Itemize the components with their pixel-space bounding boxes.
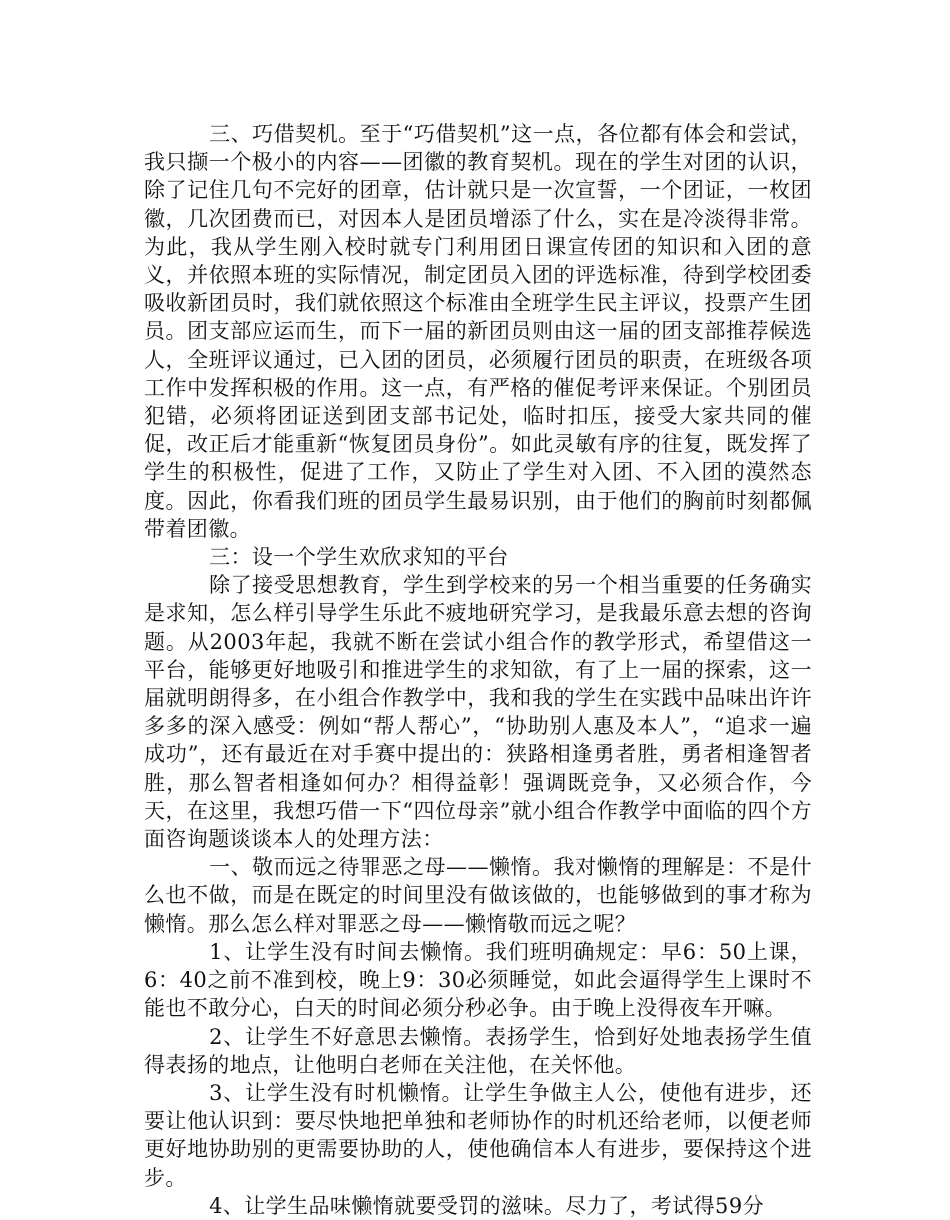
document-body [144,120,812,1220]
paragraph-item-3: 3、让学生没有时机懒惰。让学生争做主人公，使他有进步，还要让他认识到：要尽快地把单独和老师协作的时机还给老师，以便老师更好地协助别的更需要协助的人，使他确信本人有进步，要保持这个进步。 [144,1080,812,1190]
paragraph-laziness-definition: 一、敬而远之待罪恶之母——懒惰。我对懒惰的理解是：不是什么也不做，而是在既定的时间里没有做该做的，也能够做到的事才称为懒惰。那么怎么样对罪恶之母——懒惰敬而远之呢？ [144,855,812,936]
paragraph-item-1: 1、让学生没有时间去懒惰。我们班明确规定：早6：50上课，6：40之前不准到校，晚上9：30必须睡觉，如此会逼得学生上课时不能也不敢分心，白天的时间必须分秒必争。由于晚上没得夜车开嘛。 [144,939,812,1021]
paragraph-item-4: 4、让学生品味懒惰就要受罚的滋味。尽力了，考试得59分 [209,1193,764,1218]
paragraph-item-2: 2、让学生不好意思去懒惰。表扬学生，恰到好处地表扬学生值得表扬的地点，让他明白老师在关注他，在关怀他。 [144,1024,812,1077]
paragraph-group-cooperation: 除了接受思想教育，学生到学校来的另一个相当重要的任务确实是求知，怎么样引导学生乐此不疲地研究学习，是我最乐意去想的咨询题。从2003年起，我就不断在尝试小组合作的教学形式，希望借这一平台，能够更好地吸引和推进学生的求知欲，有了上一届的探索，这一届就明朗得多，在小组合作教学中，我和我的学生在实践中品味出许许多多的深入感受：例如“帮人帮心”，“协助别人惠及本人”，“追求一遍成功”，还有最近在对手赛中提出的：狭路相逢勇者胜，勇者相逢智者胜，那么智者相逢如何办？相得益彰！强调既竞争，又必须合作，今天，在这里，我想巧借一下“四位母亲”就小组合作教学中面临的四个方面咨询题谈谈本人的处理方法： [144,573,812,852]
paragraph-seize-opportunity: 三、巧借契机。至于“巧借契机”这一点，各位都有体会和尝试，我只撷一个极小的内容——团徽的教育契机。现在的学生对团的认识，除了记住几句不完好的团章，估计就只是一次宣誓，一个团证，一枚团徽，几次团费而已，对因本人是团员增添了什么，实在是冷淡得非常。为此，我从学生刚入校时就专门利用团日课宣传团的知识和入团的意义，并依照本班的实际情况，制定团员入团的评选标准，待到学校团委吸收新团员时，我们就依照这个标准由全班学生民主评议，投票产生团员。团支部应运而生，而下一届的新团员则由这一届的团支部推荐候选人，全班评议通过，已入团的团员，必须履行团员的职责，在班级各项工作中发挥积极的作用。这一点，有严格的催促考评来保证。个别团员犯错，必须将团证送到团支部书记处，临时扣压，接受大家共同的催促，改正后才能重新“恢复团员身份”。如此灵敏有序的往复，既发挥了学生的积极性，促进了工作，又防止了学生对入团、不入团的漠然态度。因此，你看我们班的团员学生最易识别，由于他们的胸前时刻都佩带着团徽。 [144,122,812,541]
section-heading-learning-platform: 三：设一个学生欢欣求知的平台 [209,545,509,570]
